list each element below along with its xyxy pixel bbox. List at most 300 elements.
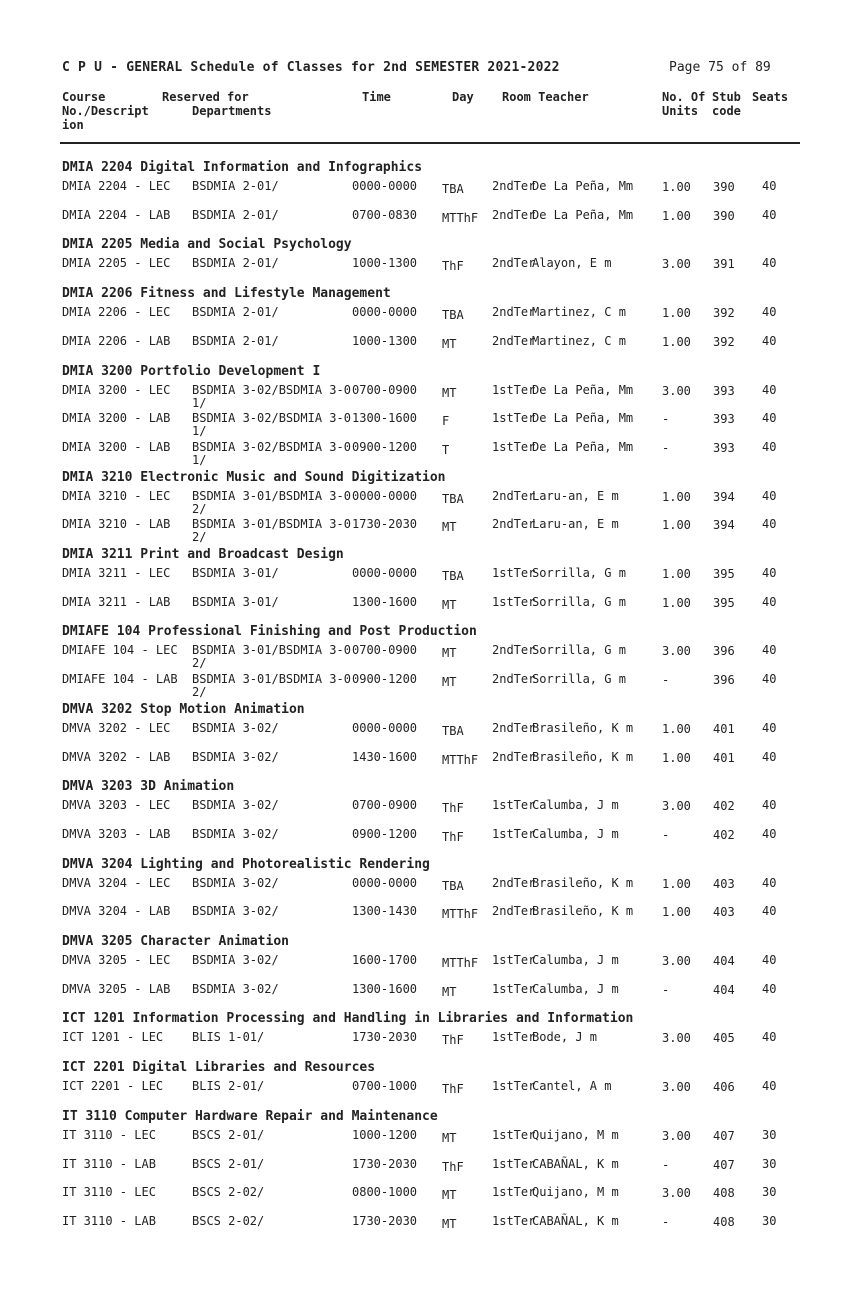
cell-room: 2ndTer <box>492 256 536 271</box>
cell-stub-code: 394 <box>713 518 735 533</box>
cell-teacher: De La Peña, Mm <box>532 382 634 397</box>
cell-day: F <box>442 414 450 429</box>
cell-units: - <box>662 1214 670 1229</box>
cell-seats: 40 <box>762 333 777 348</box>
cell-stub-code: 393 <box>713 440 735 455</box>
column-header-room-teacher: Room Teacher <box>502 90 589 104</box>
cell-course: DMVA 3204 - LAB <box>62 904 171 919</box>
cell-day: MTThF <box>442 956 479 970</box>
cell-room: 1stTer <box>492 1030 536 1045</box>
cell-course: DMIA 3210 - LAB <box>62 517 171 532</box>
cell-teacher: De La Peña, Mm <box>532 207 634 222</box>
cell-room: 2ndTer <box>492 305 536 320</box>
cell-stub-code: 402 <box>713 827 735 842</box>
cell-seats: 40 <box>762 720 777 735</box>
cell-time: 1300-1600 <box>352 411 418 426</box>
cell-seats: 40 <box>762 411 777 426</box>
cell-course: DMIA 2204 - LAB <box>62 207 171 222</box>
cell-seats: 40 <box>762 798 777 813</box>
table-row <box>0 1129 850 1159</box>
column-header-time: Time <box>362 90 391 104</box>
cell-room: 2ndTer <box>492 643 536 658</box>
cell-reserved-departments: BSDMIA 2-01/ <box>192 305 279 320</box>
course-title: DMIA 2205 Media and Social Psychology <box>62 237 352 253</box>
cell-time: 1000-1300 <box>352 256 418 271</box>
cell-teacher: Cantel, A m <box>532 1079 612 1094</box>
table-row <box>0 983 850 1013</box>
cell-reserved-departments: BSDMIA 3-01/BSDMIA 3-02/ <box>192 672 351 700</box>
cell-reserved-departments: BSDMIA 3-01/BSDMIA 3-02/ <box>192 517 351 545</box>
column-header-stub <box>712 90 741 118</box>
cell-teacher: Calumba, J m <box>532 826 619 841</box>
table-row <box>0 490 850 520</box>
cell-room: 1stTer <box>492 1079 536 1094</box>
cell-units: 3.00 <box>662 383 691 398</box>
cell-course: DMVA 3205 - LEC <box>62 953 171 967</box>
cell-seats: 40 <box>762 488 777 503</box>
cell-reserved-departments: BSDMIA 3-01/BSDMIA 3-02/ <box>192 643 351 671</box>
cell-teacher: De La Peña, Mm <box>532 439 634 454</box>
column-header-reserved <box>162 90 271 118</box>
cell-day: MT <box>442 646 457 661</box>
course-title: DMIA 3200 Portfolio Development I <box>62 363 321 379</box>
cell-reserved-departments: BSDMIA 3-02/BSDMIA 3-01/ <box>192 382 351 410</box>
cell-time: 1430-1600 <box>352 749 418 764</box>
cell-time: 1300-1430 <box>352 904 418 919</box>
cell-course: DMIAFE 104 - LAB <box>62 672 178 687</box>
cell-seats: 40 <box>762 594 777 609</box>
table-row <box>0 673 850 703</box>
cell-time: 0700-0830 <box>352 207 418 222</box>
column-header-course <box>62 90 149 132</box>
cell-seats: 40 <box>762 1079 777 1094</box>
cell-time: 1300-1600 <box>352 594 418 609</box>
cell-course: DMVA 3203 - LEC <box>62 798 171 813</box>
cell-course: DMIA 2206 - LAB <box>62 333 171 348</box>
cell-reserved-departments: BSDMIA 3-02/ <box>192 953 279 967</box>
table-row <box>0 1186 850 1216</box>
cell-reserved-departments: BLIS 2-01/ <box>192 1079 265 1094</box>
cell-reserved-departments: BSDMIA 3-01/ <box>192 594 279 609</box>
cell-reserved-departments: BSDMIA 3-02/ <box>192 875 279 890</box>
cell-seats: 30 <box>762 1213 777 1228</box>
course-title: DMIAFE 104 Professional Finishing and Post Production <box>62 624 477 640</box>
cell-teacher: Martinez, C m <box>532 305 626 320</box>
column-header-day: Day <box>452 90 474 104</box>
table-row <box>0 799 850 829</box>
cell-reserved-departments: BSDMIA 3-02/ <box>192 720 279 735</box>
column-header-reserved-line1: Reserved for <box>162 90 249 104</box>
cell-reserved-departments: BSDMIA 3-02/ <box>192 798 279 813</box>
table-row <box>0 751 850 781</box>
column-header-course-line1: Course <box>62 90 106 104</box>
cell-day: MT <box>442 1216 457 1231</box>
cell-room: 2ndTer <box>492 333 536 348</box>
column-header-seats: Seats <box>752 90 789 104</box>
cell-seats: 30 <box>762 1127 777 1142</box>
cell-seats: 40 <box>762 207 777 222</box>
cell-seats: 30 <box>762 1156 777 1171</box>
table-row <box>0 518 850 548</box>
cell-time: 0000-0000 <box>352 305 418 320</box>
cell-seats: 40 <box>762 382 777 397</box>
cell-seats: 40 <box>762 439 777 454</box>
cell-stub-code: 391 <box>713 257 735 272</box>
cell-reserved-departments: BSDMIA 3-02/BSDMIA 3-01/ <box>192 411 351 439</box>
cell-seats: 30 <box>762 1185 777 1200</box>
cell-course: DMVA 3205 - LAB <box>62 981 171 996</box>
course-title: DMIA 3211 Print and Broadcast Design <box>62 547 344 562</box>
cell-day: MT <box>442 1130 457 1145</box>
cell-units: - <box>662 982 670 997</box>
cell-course: IT 3110 - LAB <box>62 1156 156 1171</box>
cell-stub-code: 404 <box>713 954 735 968</box>
cell-seats: 40 <box>762 672 777 687</box>
cell-units: 1.00 <box>662 334 691 349</box>
cell-room: 1stTer <box>492 798 536 813</box>
table-row <box>0 905 850 935</box>
course-title: DMVA 3204 Lighting and Photorealistic Rendering <box>62 856 430 872</box>
course-title: IT 3110 Computer Hardware Repair and Maintenance <box>62 1108 438 1124</box>
cell-time: 0700-1000 <box>352 1079 418 1094</box>
cell-stub-code: 407 <box>713 1157 735 1172</box>
course-title: DMIA 3210 Electronic Music and Sound Digitization <box>62 469 446 485</box>
cell-day: TBA <box>442 878 464 893</box>
cell-course: DMIA 3200 - LAB <box>62 439 171 454</box>
page-title: C P U - GENERAL Schedule of Classes for 2nd SEMESTER 2021-2022 <box>62 60 560 75</box>
cell-course: DMVA 3204 - LEC <box>62 875 171 890</box>
cell-room: 1stTer <box>492 411 536 426</box>
cell-time: 0000-0000 <box>352 720 418 735</box>
cell-reserved-departments: BSDMIA 3-02/ <box>192 749 279 764</box>
cell-teacher: Brasileño, K m <box>532 749 634 764</box>
cell-units: - <box>662 673 670 688</box>
cell-time: 1730-2030 <box>352 1213 418 1228</box>
cell-day: MT <box>442 385 457 400</box>
course-title: ICT 2201 Digital Libraries and Resources <box>62 1060 376 1076</box>
cell-units: 1.00 <box>662 721 691 736</box>
cell-day: MTThF <box>442 752 479 767</box>
cell-stub-code: 401 <box>713 750 735 765</box>
cell-teacher: CABAÑAL, K m <box>532 1156 619 1171</box>
cell-stub-code: 395 <box>713 567 735 581</box>
course-title: DMIA 2206 Fitness and Lifestyle Management <box>62 286 391 302</box>
cell-teacher: Bode, J m <box>532 1030 598 1045</box>
cell-time: 0700-0900 <box>352 643 418 658</box>
cell-units: 1.00 <box>662 180 691 194</box>
course-title: DMIA 2204 Digital Information and Infographics <box>62 160 423 175</box>
cell-time: 0000-0000 <box>352 488 418 503</box>
cell-seats: 40 <box>762 305 777 320</box>
cell-room: 1stTer <box>492 1185 536 1200</box>
cell-seats: 40 <box>762 179 777 193</box>
cell-teacher: Alayon, E m <box>532 256 612 271</box>
table-row <box>0 1215 850 1245</box>
table-row <box>0 412 850 442</box>
cell-stub-code: 408 <box>713 1214 735 1229</box>
cell-units: - <box>662 440 670 455</box>
cell-seats: 40 <box>762 517 777 532</box>
cell-units: 3.00 <box>662 1128 691 1143</box>
table-row <box>0 384 850 414</box>
cell-day: MT <box>442 336 457 351</box>
cell-time: 1730-2030 <box>352 1156 418 1171</box>
cell-course: ICT 1201 - LEC <box>62 1030 164 1045</box>
page-number: Page 75 of 89 <box>669 60 771 75</box>
cell-seats: 40 <box>762 875 777 890</box>
cell-room: 1stTer <box>492 439 536 454</box>
cell-course: DMIA 2206 - LEC <box>62 305 171 320</box>
cell-time: 1730-2030 <box>352 1030 418 1045</box>
cell-stub-code: 396 <box>713 644 735 659</box>
cell-time: 1300-1600 <box>352 981 418 996</box>
cell-teacher: Quijano, M m <box>532 1185 619 1200</box>
cell-day: TBA <box>442 723 464 738</box>
cell-teacher: Sorrilla, G m <box>532 566 626 580</box>
cell-reserved-departments: BLIS 1-01/ <box>192 1030 265 1045</box>
cell-day: ThF <box>442 829 464 844</box>
cell-units: 1.00 <box>662 518 691 533</box>
cell-teacher: De La Peña, Mm <box>532 411 634 426</box>
cell-teacher: Calumba, J m <box>532 798 619 813</box>
cell-units: 3.00 <box>662 1031 691 1046</box>
table-row <box>0 954 850 984</box>
cell-time: 0000-0000 <box>352 179 418 193</box>
cell-units: - <box>662 827 670 842</box>
cell-stub-code: 405 <box>713 1031 735 1046</box>
cell-reserved-departments: BSCS 2-02/ <box>192 1185 265 1200</box>
cell-room: 1stTer <box>492 594 536 609</box>
cell-day: TBA <box>442 569 464 583</box>
cell-time: 0000-0000 <box>352 875 418 890</box>
table-row <box>0 306 850 336</box>
cell-seats: 40 <box>762 904 777 919</box>
column-header-stub-line2: code <box>712 104 741 118</box>
cell-day: TBA <box>442 182 464 196</box>
cell-seats: 40 <box>762 826 777 841</box>
cell-stub-code: 394 <box>713 489 735 504</box>
cell-units: 3.00 <box>662 954 691 968</box>
cell-course: DMIA 3210 - LEC <box>62 488 171 503</box>
cell-day: ThF <box>442 801 464 816</box>
cell-room: 2ndTer <box>492 904 536 919</box>
cell-reserved-departments: BSDMIA 2-01/ <box>192 256 279 271</box>
cell-room: 1stTer <box>492 981 536 996</box>
cell-day: MTThF <box>442 907 479 922</box>
cell-units: 1.00 <box>662 489 691 504</box>
cell-stub-code: 408 <box>713 1186 735 1201</box>
cell-time: 0900-1200 <box>352 826 418 841</box>
cell-reserved-departments: BSDMIA 3-01/ <box>192 566 279 580</box>
cell-course: DMVA 3202 - LAB <box>62 749 171 764</box>
cell-day: TBA <box>442 491 464 506</box>
cell-stub-code: 403 <box>713 876 735 891</box>
cell-teacher: Sorrilla, G m <box>532 594 626 609</box>
cell-reserved-departments: BSDMIA 2-01/ <box>192 179 279 193</box>
cell-reserved-departments: BSDMIA 3-01/BSDMIA 3-02/ <box>192 488 351 516</box>
cell-reserved-departments: BSDMIA 3-02/ <box>192 981 279 996</box>
cell-time: 1000-1300 <box>352 333 418 348</box>
column-header-reserved-line2: Departments <box>192 104 272 118</box>
cell-course: IT 3110 - LEC <box>62 1127 156 1142</box>
cell-teacher: Martinez, C m <box>532 333 626 348</box>
cell-room: 2ndTer <box>492 207 536 222</box>
cell-room: 1stTer <box>492 382 536 397</box>
table-row <box>0 567 850 597</box>
cell-units: 1.00 <box>662 905 691 920</box>
table-row <box>0 1080 850 1110</box>
cell-teacher: Brasileño, K m <box>532 875 634 890</box>
table-row <box>0 209 850 239</box>
cell-room: 2ndTer <box>492 720 536 735</box>
table-row <box>0 644 850 674</box>
cell-reserved-departments: BSDMIA 3-02/ <box>192 904 279 919</box>
cell-day: T <box>442 442 450 457</box>
cell-time: 1600-1700 <box>352 953 418 967</box>
cell-stub-code: 390 <box>713 180 735 194</box>
cell-units: 1.00 <box>662 595 691 610</box>
cell-room: 2ndTer <box>492 672 536 687</box>
cell-units: 3.00 <box>662 644 691 659</box>
cell-teacher: Sorrilla, G m <box>532 672 626 687</box>
cell-course: DMIA 3211 - LAB <box>62 594 171 609</box>
cell-teacher: Brasileño, K m <box>532 720 634 735</box>
cell-day: ThF <box>442 1159 464 1174</box>
cell-room: 2ndTer <box>492 875 536 890</box>
cell-time: 1730-2030 <box>352 517 418 532</box>
cell-time: 1000-1200 <box>352 1127 418 1142</box>
cell-teacher: Laru-an, E m <box>532 488 619 503</box>
cell-day: ThF <box>442 1033 464 1048</box>
cell-room: 1stTer <box>492 953 536 967</box>
column-header-course-line3: ion <box>62 118 84 132</box>
cell-units: 3.00 <box>662 1080 691 1095</box>
cell-day: ThF <box>442 259 464 274</box>
cell-units: 1.00 <box>662 208 691 223</box>
cell-stub-code: 395 <box>713 595 735 610</box>
cell-units: - <box>662 1157 670 1172</box>
cell-stub-code: 406 <box>713 1080 735 1095</box>
cell-reserved-departments: BSCS 2-01/ <box>192 1156 265 1171</box>
cell-teacher: Calumba, J m <box>532 981 619 996</box>
cell-reserved-departments: BSDMIA 2-01/ <box>192 333 279 348</box>
cell-reserved-departments: BSDMIA 3-02/ <box>192 826 279 841</box>
course-title: DMVA 3205 Character Animation <box>62 934 289 949</box>
table-row <box>0 596 850 626</box>
cell-teacher: Calumba, J m <box>532 953 619 967</box>
table-row <box>0 877 850 907</box>
cell-stub-code: 404 <box>713 982 735 997</box>
cell-units: 1.00 <box>662 750 691 765</box>
table-row <box>0 441 850 471</box>
cell-seats: 40 <box>762 749 777 764</box>
cell-course: DMVA 3203 - LAB <box>62 826 171 841</box>
cell-units: 1.00 <box>662 876 691 891</box>
cell-teacher: Sorrilla, G m <box>532 643 626 658</box>
column-header-course-line2: No./Descript <box>62 104 149 118</box>
cell-room: 2ndTer <box>492 749 536 764</box>
cell-day: MT <box>442 597 457 612</box>
cell-reserved-departments: BSCS 2-02/ <box>192 1213 265 1228</box>
cell-course: DMVA 3202 - LEC <box>62 720 171 735</box>
cell-course: DMIA 2204 - LEC <box>62 179 171 193</box>
cell-day: MT <box>442 675 457 690</box>
cell-time: 0700-0900 <box>352 382 418 397</box>
cell-reserved-departments: BSDMIA 3-02/BSDMIA 3-01/ <box>192 439 351 467</box>
cell-teacher: Quijano, M m <box>532 1127 619 1142</box>
cell-course: IT 3110 - LAB <box>62 1213 156 1228</box>
cell-seats: 40 <box>762 256 777 271</box>
cell-course: DMIA 3211 - LEC <box>62 566 171 580</box>
cell-time: 0700-0900 <box>352 798 418 813</box>
cell-teacher: De La Peña, Mm <box>532 179 634 193</box>
cell-room: 1stTer <box>492 566 536 580</box>
cell-teacher: Brasileño, K m <box>532 904 634 919</box>
cell-room: 1stTer <box>492 1156 536 1171</box>
table-row <box>0 1031 850 1061</box>
cell-stub-code: 390 <box>713 208 735 223</box>
cell-teacher: Laru-an, E m <box>532 517 619 532</box>
table-row <box>0 257 850 287</box>
course-title: DMVA 3202 Stop Motion Animation <box>62 701 305 717</box>
cell-day: MTThF <box>442 210 479 225</box>
table-row <box>0 1158 850 1188</box>
column-header-units <box>662 90 705 118</box>
cell-units: 3.00 <box>662 257 691 272</box>
column-header-units-line2: Units <box>662 104 699 118</box>
cell-stub-code: 402 <box>713 799 735 814</box>
column-header-units-line1: No. Of <box>662 90 706 104</box>
cell-stub-code: 407 <box>713 1128 735 1143</box>
cell-stub-code: 392 <box>713 306 735 321</box>
cell-day: MT <box>442 520 457 535</box>
cell-time: 0000-0000 <box>352 566 418 580</box>
cell-day: TBA <box>442 308 464 323</box>
course-title: DMVA 3203 3D Animation <box>62 779 235 795</box>
cell-seats: 40 <box>762 981 777 996</box>
cell-time: 0800-1000 <box>352 1185 418 1200</box>
cell-room: 1stTer <box>492 826 536 841</box>
cell-stub-code: 393 <box>713 383 735 398</box>
cell-seats: 40 <box>762 566 777 580</box>
cell-day: MT <box>442 984 457 999</box>
cell-units: - <box>662 412 670 427</box>
cell-course: DMIA 3200 - LEC <box>62 382 171 397</box>
cell-stub-code: 393 <box>713 412 735 427</box>
cell-teacher: CABAÑAL, K m <box>532 1213 619 1228</box>
cell-stub-code: 401 <box>713 721 735 736</box>
cell-room: 1stTer <box>492 1127 536 1142</box>
cell-units: 3.00 <box>662 1186 691 1201</box>
cell-units: 1.00 <box>662 306 691 321</box>
cell-day: ThF <box>442 1082 464 1097</box>
table-row <box>0 828 850 858</box>
cell-course: ICT 2201 - LEC <box>62 1079 164 1094</box>
cell-room: 2ndTer <box>492 179 536 193</box>
cell-reserved-departments: BSCS 2-01/ <box>192 1127 265 1142</box>
cell-room: 2ndTer <box>492 517 536 532</box>
cell-course: IT 3110 - LEC <box>62 1185 156 1200</box>
cell-room: 2ndTer <box>492 488 536 503</box>
cell-course: DMIA 2205 - LEC <box>62 256 171 271</box>
table-row <box>0 180 850 210</box>
cell-day: MT <box>442 1188 457 1203</box>
cell-course: DMIA 3200 - LAB <box>62 411 171 426</box>
header-divider <box>60 142 800 144</box>
cell-course: DMIAFE 104 - LEC <box>62 643 178 658</box>
table-row <box>0 722 850 752</box>
cell-units: 3.00 <box>662 799 691 814</box>
